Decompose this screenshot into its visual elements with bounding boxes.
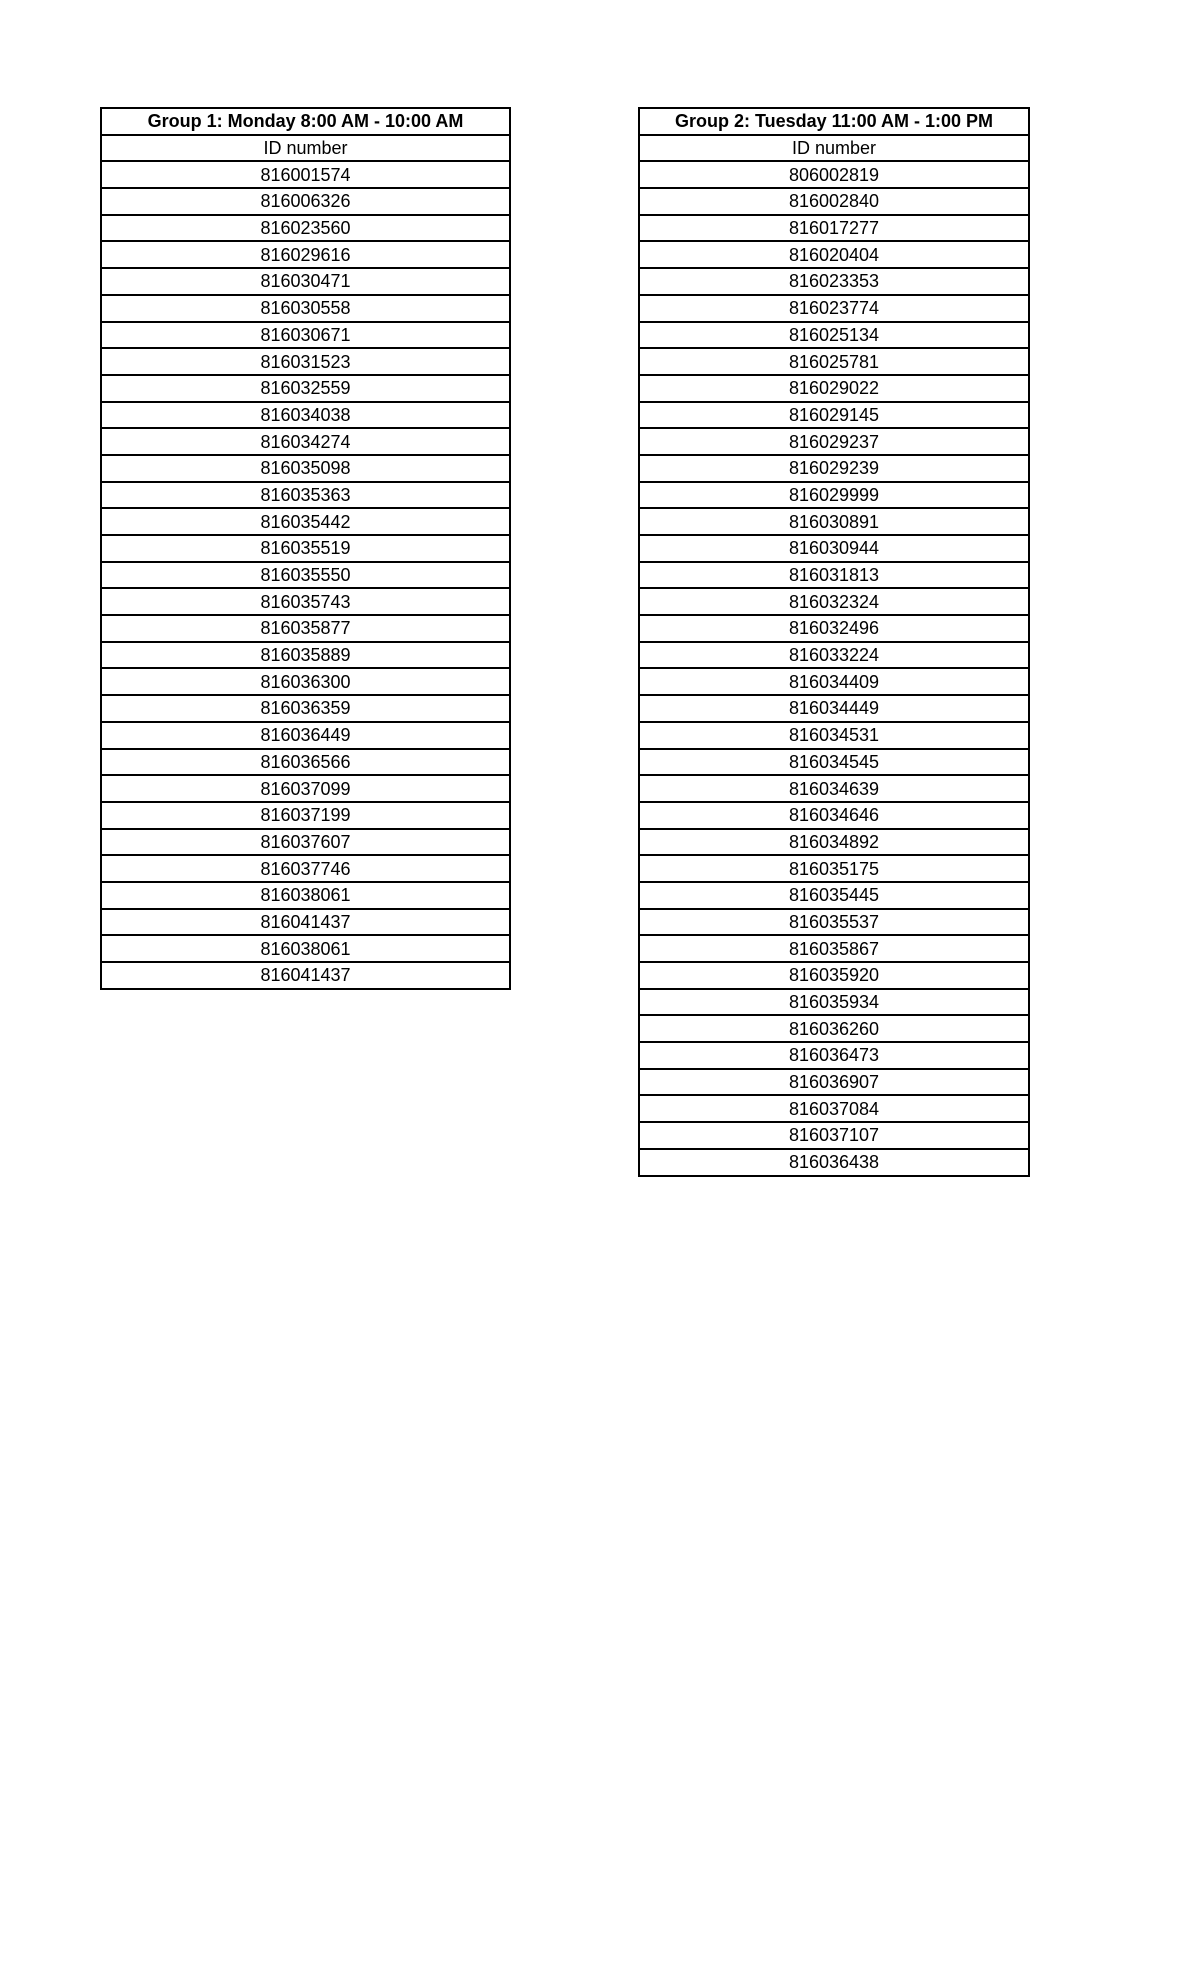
table-row bbox=[639, 1015, 1029, 1042]
table-row bbox=[639, 642, 1029, 669]
table-row bbox=[101, 455, 510, 482]
group2-id-cell: 816031813 bbox=[639, 562, 1029, 589]
table-row bbox=[101, 161, 510, 188]
group2-id-cell: 816037107 bbox=[639, 1122, 1029, 1149]
group1-id-cell: 816041437 bbox=[101, 909, 510, 936]
table-row bbox=[639, 882, 1029, 909]
group2-id-cell: 816030944 bbox=[639, 535, 1029, 562]
table-row bbox=[101, 295, 510, 322]
group1-id-cell: 816001574 bbox=[101, 161, 510, 188]
group1-id-cell: 816006326 bbox=[101, 188, 510, 215]
table-row bbox=[639, 695, 1029, 722]
table-row bbox=[639, 855, 1029, 882]
table-row bbox=[101, 188, 510, 215]
group1-id-cell: 816036566 bbox=[101, 749, 510, 776]
group2-id-cell: 816032324 bbox=[639, 588, 1029, 615]
table-row bbox=[101, 909, 510, 936]
table-row bbox=[101, 802, 510, 829]
table-row bbox=[639, 722, 1029, 749]
group2-id-cell: 816034639 bbox=[639, 775, 1029, 802]
group1-id-cell: 816037607 bbox=[101, 829, 510, 856]
table-row bbox=[639, 802, 1029, 829]
group1-id-cell: 816030558 bbox=[101, 295, 510, 322]
table-row bbox=[639, 348, 1029, 375]
table-row bbox=[101, 668, 510, 695]
group2-id-cell: 816035920 bbox=[639, 962, 1029, 989]
table-row bbox=[101, 322, 510, 349]
group2-table bbox=[638, 107, 1030, 1177]
table-row bbox=[639, 188, 1029, 215]
table-row bbox=[101, 775, 510, 802]
table-row bbox=[101, 562, 510, 589]
group2-id-cell: 816035867 bbox=[639, 935, 1029, 962]
group2-id-cell: 816035445 bbox=[639, 882, 1029, 909]
table-row bbox=[639, 588, 1029, 615]
group1-table bbox=[100, 107, 511, 990]
group1-id-cell: 816037746 bbox=[101, 855, 510, 882]
table-row bbox=[639, 482, 1029, 509]
table-row bbox=[639, 615, 1029, 642]
group2-id-cell: 816035934 bbox=[639, 989, 1029, 1016]
table-row bbox=[639, 161, 1029, 188]
table-row bbox=[101, 882, 510, 909]
group1-id-cell: 816034274 bbox=[101, 428, 510, 455]
table-row bbox=[101, 241, 510, 268]
table-row bbox=[639, 1069, 1029, 1096]
group2-id-cell: 816035175 bbox=[639, 855, 1029, 882]
group1-id-cell: 816036300 bbox=[101, 668, 510, 695]
group2-header-row bbox=[639, 135, 1029, 162]
table-row bbox=[639, 829, 1029, 856]
table-row bbox=[101, 855, 510, 882]
table-row bbox=[101, 215, 510, 242]
group1-header-row bbox=[101, 135, 510, 162]
group1-id-cell: 816035098 bbox=[101, 455, 510, 482]
table-row bbox=[639, 215, 1029, 242]
group2-id-cell: 816034449 bbox=[639, 695, 1029, 722]
group2-id-cell: 816030891 bbox=[639, 508, 1029, 535]
group2-id-cell: 816034531 bbox=[639, 722, 1029, 749]
table-row bbox=[101, 642, 510, 669]
table-row bbox=[101, 402, 510, 429]
group1-id-cell: 816038061 bbox=[101, 882, 510, 909]
group2-title: Group 2: Tuesday 11:00 AM - 1:00 PM bbox=[639, 108, 1029, 135]
group1-column-header: ID number bbox=[101, 135, 510, 162]
group2-id-cell: 806002819 bbox=[639, 161, 1029, 188]
table-row bbox=[639, 295, 1029, 322]
table-row bbox=[639, 428, 1029, 455]
table-row bbox=[101, 535, 510, 562]
group2-id-cell: 816023774 bbox=[639, 295, 1029, 322]
group2-id-cell: 816036260 bbox=[639, 1015, 1029, 1042]
group1-id-cell: 816038061 bbox=[101, 935, 510, 962]
group1-id-cell: 816035442 bbox=[101, 508, 510, 535]
table-row bbox=[639, 455, 1029, 482]
table-row bbox=[101, 722, 510, 749]
group2-column-header: ID number bbox=[639, 135, 1029, 162]
table-row bbox=[639, 562, 1029, 589]
table-row bbox=[639, 909, 1029, 936]
group2-id-cell: 816002840 bbox=[639, 188, 1029, 215]
table-row bbox=[101, 508, 510, 535]
group2-title-row bbox=[639, 108, 1029, 135]
group1-id-cell: 816036449 bbox=[101, 722, 510, 749]
table-row bbox=[639, 962, 1029, 989]
group1-id-cell: 816037099 bbox=[101, 775, 510, 802]
group2-id-cell: 816034646 bbox=[639, 802, 1029, 829]
group1-id-cell: 816035519 bbox=[101, 535, 510, 562]
table-row bbox=[639, 1149, 1029, 1176]
table-row bbox=[639, 775, 1029, 802]
table-row bbox=[101, 348, 510, 375]
group1-id-cell: 816035743 bbox=[101, 588, 510, 615]
table-row bbox=[101, 482, 510, 509]
table-row bbox=[639, 749, 1029, 776]
table-row bbox=[639, 989, 1029, 1016]
table-row bbox=[101, 615, 510, 642]
group1-id-cell: 816041437 bbox=[101, 962, 510, 989]
group1-id-cell: 816034038 bbox=[101, 402, 510, 429]
group1-id-cell: 816035550 bbox=[101, 562, 510, 589]
group1-id-cell: 816032559 bbox=[101, 375, 510, 402]
group1-title: Group 1: Monday 8:00 AM - 10:00 AM bbox=[101, 108, 510, 135]
group2-id-cell: 816020404 bbox=[639, 241, 1029, 268]
table-row bbox=[639, 322, 1029, 349]
group2-id-cell: 816032496 bbox=[639, 615, 1029, 642]
group1-id-cell: 816035363 bbox=[101, 482, 510, 509]
table-row bbox=[101, 588, 510, 615]
table-row bbox=[639, 375, 1029, 402]
table-row bbox=[639, 1122, 1029, 1149]
group1-id-cell: 816031523 bbox=[101, 348, 510, 375]
table-row bbox=[639, 268, 1029, 295]
table-row bbox=[639, 935, 1029, 962]
table-row bbox=[101, 829, 510, 856]
group1-id-cell: 816035889 bbox=[101, 642, 510, 669]
group2-id-cell: 816029239 bbox=[639, 455, 1029, 482]
group2-id-cell: 816034409 bbox=[639, 668, 1029, 695]
group1-id-cell: 816035877 bbox=[101, 615, 510, 642]
group2-id-cell: 816035537 bbox=[639, 909, 1029, 936]
group1-title-row bbox=[101, 108, 510, 135]
table-row bbox=[101, 749, 510, 776]
group1-id-cell: 816030671 bbox=[101, 322, 510, 349]
table-row bbox=[639, 402, 1029, 429]
table-row bbox=[639, 1095, 1029, 1122]
group1-id-cell: 816036359 bbox=[101, 695, 510, 722]
table-row bbox=[639, 1042, 1029, 1069]
group2-id-cell: 816037084 bbox=[639, 1095, 1029, 1122]
group2-id-cell: 816036438 bbox=[639, 1149, 1029, 1176]
table-row bbox=[101, 268, 510, 295]
group1-id-cell: 816023560 bbox=[101, 215, 510, 242]
table-row bbox=[639, 668, 1029, 695]
table-row bbox=[639, 241, 1029, 268]
table-row bbox=[101, 935, 510, 962]
group2-id-cell: 816034892 bbox=[639, 829, 1029, 856]
group2-id-cell: 816033224 bbox=[639, 642, 1029, 669]
group2-id-cell: 816023353 bbox=[639, 268, 1029, 295]
table-row bbox=[101, 962, 510, 989]
table-row bbox=[639, 535, 1029, 562]
group2-id-cell: 816034545 bbox=[639, 749, 1029, 776]
table-row bbox=[639, 508, 1029, 535]
group2-id-cell: 816025781 bbox=[639, 348, 1029, 375]
group2-id-cell: 816036473 bbox=[639, 1042, 1029, 1069]
table-row bbox=[101, 695, 510, 722]
group2-id-cell: 816029237 bbox=[639, 428, 1029, 455]
table-row bbox=[101, 375, 510, 402]
table-row bbox=[101, 428, 510, 455]
group2-id-cell: 816025134 bbox=[639, 322, 1029, 349]
group2-id-cell: 816017277 bbox=[639, 215, 1029, 242]
group2-id-cell: 816029999 bbox=[639, 482, 1029, 509]
group1-id-cell: 816029616 bbox=[101, 241, 510, 268]
group1-id-cell: 816037199 bbox=[101, 802, 510, 829]
group1-id-cell: 816030471 bbox=[101, 268, 510, 295]
group2-id-cell: 816036907 bbox=[639, 1069, 1029, 1096]
group2-id-cell: 816029022 bbox=[639, 375, 1029, 402]
group2-id-cell: 816029145 bbox=[639, 402, 1029, 429]
